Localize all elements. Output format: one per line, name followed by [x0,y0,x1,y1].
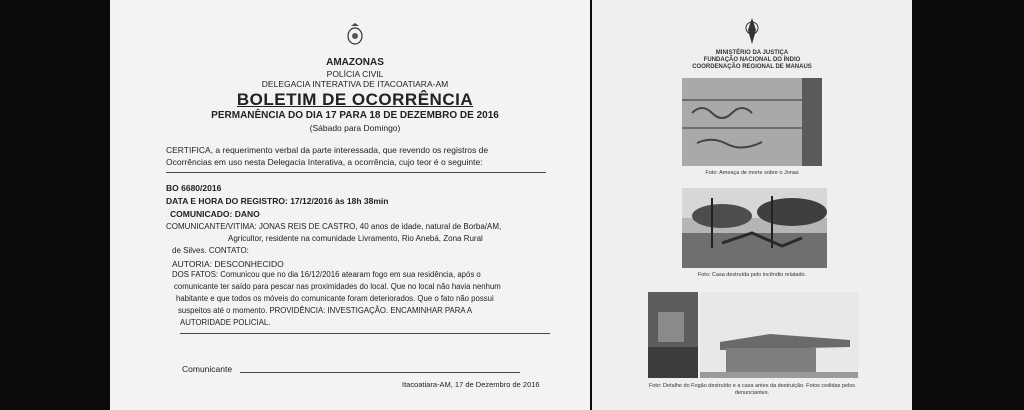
separator-line [166,172,546,173]
state-heading: AMAZONAS [326,57,384,68]
victim-line-1: COMUNICANTE/VITIMA: JONAS REIS DE CASTRO, 40 anos de idade, natural de Borba/AM, [166,222,502,231]
funai-emblem-icon [742,16,762,46]
signature-line [240,372,520,373]
duty-period: PERMANÊNCIA DO DIA 17 PARA 18 DE DEZEMBRO DE 2016 [211,110,499,121]
place-and-date: Itacoatiara-AM, 17 de Dezembro de 2016 [402,380,540,389]
facts-line-4: suspeitos até o momento. PROVIDÊNCIA: INVESTIGAÇÃO. ENCAMINHAR PARA A [178,306,473,315]
facts-line-2: comunicante ter saído para pescar nas proximidades do local. Que no local não havia nenhum [174,282,501,291]
certifies-text-line-1: CERTIFICA, a requerimento verbal da parte interessada, que revendo os registros de [166,145,489,155]
certifies-text-line-2: Ocorrências em uso nesta Delegacia Interativa, a ocorrência, cujo teor é o seguinte: [166,157,483,167]
house-before-photo [700,292,858,378]
funai-photo-page [592,0,912,410]
registration-datetime: DATA E HORA DO REGISTRO: 17/12/2016 às 18h 38min [166,196,389,206]
photo-caption-3-line-1: Foto: Detalhe do Fogão destruído e a casa antes da destruição. Fotos cedidas pelos [648,383,856,389]
report-title: BOLETIM DE OCORRÊNCIA [236,90,474,109]
foundation-heading: FUNDAÇÃO NACIONAL DO ÍNDIO [703,57,801,63]
precinct-heading: DELEGACIA INTERATIVA DE ITACOATIARA-AM [261,79,449,89]
photo-caption-1: Foto: Ameaça de morte sobre o Jonas [705,170,799,176]
facts-line-5: AUTORIDADE POLICIAL. [180,318,271,327]
photo-caption-2: Foto: Casa destruída pelo incêndio relatado. [697,272,807,278]
police-report-page [110,0,590,410]
separator-line [180,333,550,334]
destroyed-stove-photo [648,292,698,378]
signature-label: Comunicante [182,364,233,374]
reported-crime: COMUNICADO: DANO [170,209,260,219]
facts-line-1: DOS FATOS: Comunicou que no dia 16/12/2016 atearam fogo em sua residência, após o [172,270,481,279]
amazonas-coat-of-arms-icon [346,22,364,46]
duty-days: (Sábado para Domingo) [309,123,401,133]
victim-line-2: Agricultor, residente na comunidade Livramento, Rio Anebá, Zona Rural [228,234,483,243]
agency-heading: POLÍCIA CIVIL [326,69,384,79]
bo-number: BO 6680/2016 [166,183,222,193]
burned-house-photo [682,188,827,268]
facts-line-3: habitante e que todos os móveis do comunicante foram deteriorados. Que o fato não possui [176,294,494,303]
coordination-heading: COORDENAÇÃO REGIONAL DE MANAUS [692,64,812,70]
authorship: AUTORIA: DESCONHECIDO [172,259,284,269]
death-threat-photo [682,78,822,166]
victim-line-3: de Silves. CONTATO: [172,246,249,255]
ministry-heading: MINISTÉRIO DA JUSTIÇA [715,50,789,56]
photo-caption-3-line-2: denunciantes. [734,390,770,396]
